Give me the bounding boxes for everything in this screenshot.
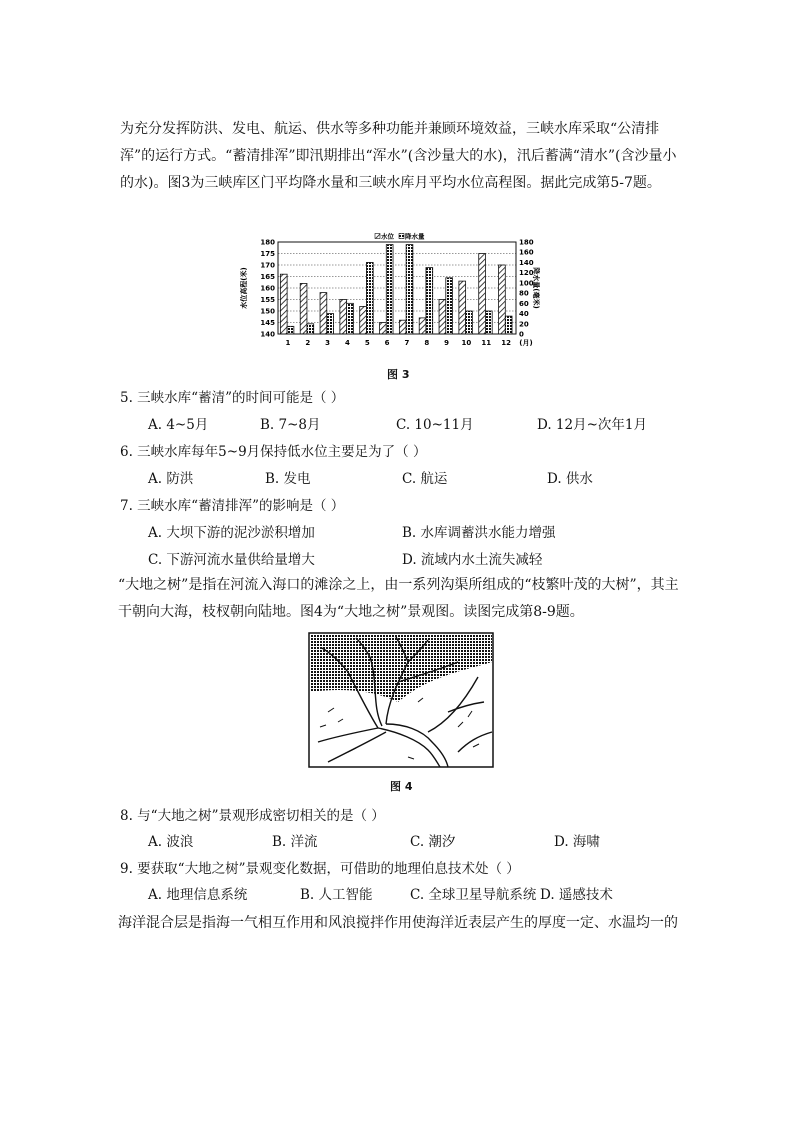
intro-paragraph-3: 海洋混合层是指海一气相互作用和风浪搅拌作用使海洋近表层产生的厚度一定、水温均一的 bbox=[118, 915, 678, 931]
water-level-bar bbox=[380, 323, 387, 335]
x-tick-label: 1 bbox=[285, 339, 291, 347]
q8-option-a[interactable]: A. 波浪 bbox=[148, 834, 194, 850]
right-tick-label: 20 bbox=[519, 320, 529, 329]
right-tick-label: 0 bbox=[519, 330, 524, 339]
q7-option-b[interactable]: B. 水库调蓄洪水能力增强 bbox=[402, 525, 556, 541]
q9-option-a[interactable]: A. 地理信息系统 bbox=[148, 887, 248, 903]
left-tick-label: 150 bbox=[260, 307, 275, 316]
question-8-stem: 8. 与“大地之树”景观形成密切相关的是（ ） bbox=[120, 808, 385, 824]
water-level-bar bbox=[280, 274, 287, 334]
q8-option-c[interactable]: C. 潮汐 bbox=[410, 834, 456, 850]
precipitation-bar bbox=[426, 268, 433, 334]
left-tick-label: 155 bbox=[260, 296, 275, 304]
question-5-options bbox=[148, 415, 688, 435]
q5-option-a[interactable]: A. 4~5月 bbox=[148, 417, 209, 433]
chart-legend bbox=[375, 232, 425, 241]
water-level-bar bbox=[419, 318, 426, 334]
figure-4-caption: 图 4 bbox=[390, 780, 413, 793]
x-tick-label: 6 bbox=[384, 339, 390, 347]
precipitation-bar bbox=[327, 314, 334, 334]
left-tick-label: 140 bbox=[260, 330, 275, 339]
question-6-options bbox=[148, 469, 688, 489]
precipitation-bar bbox=[366, 262, 373, 334]
x-tick-label: 8 bbox=[424, 339, 430, 347]
x-tick-label: 4 bbox=[344, 339, 350, 347]
question-7-options-row-1 bbox=[148, 523, 688, 543]
water-level-bar bbox=[360, 306, 367, 334]
figure-4-image bbox=[308, 632, 494, 768]
q5-option-b[interactable]: B. 7~8月 bbox=[260, 417, 321, 433]
precipitation-bar bbox=[307, 324, 314, 334]
q9-option-c[interactable]: C. 全球卫星导航系统 bbox=[410, 887, 537, 903]
x-tick-label: 10 bbox=[461, 339, 472, 347]
question-7-stem: 7. 三峡水库“蓄清排浑”的影响是（ ） bbox=[120, 498, 345, 514]
left-tick-label: 175 bbox=[260, 250, 275, 258]
intro-paragraph-2: “大地之树”是指在河流入海口的滩涂之上，由一系列沟渠所组成的“枝繁叶茂的大树”，其主干朝向大海，枝杈朝向陆地。图4为“大地之树”景观图。读图完成第8-9题。 bbox=[118, 577, 679, 620]
q6-option-d[interactable]: D. 供水 bbox=[547, 471, 593, 487]
x-tick-label: 5 bbox=[364, 339, 370, 347]
question-6-stem: 6. 三峡水库每年5~9月保持低水位主要足为了（ ） bbox=[120, 444, 427, 460]
precipitation-bar bbox=[386, 245, 393, 334]
precipitation-bar bbox=[505, 316, 512, 334]
question-5-stem: 5. 三峡水库“蓄清”的时间可能是（ ） bbox=[120, 390, 345, 406]
question-8-options bbox=[148, 832, 688, 852]
question-9-stem: 9. 要获取“大地之树”景观变化数据，可借助的地理伯息技术处（ ） bbox=[120, 861, 520, 877]
question-9-options bbox=[148, 885, 688, 905]
q7-option-a[interactable]: A. 大坝下游的泥沙淤积增加 bbox=[148, 525, 315, 541]
left-axis-label: 水位高程(米) bbox=[240, 267, 248, 309]
q5-option-c[interactable]: C. 10~11月 bbox=[396, 417, 474, 433]
q7-option-c[interactable]: C. 下游河流水量供给量增大 bbox=[148, 552, 315, 568]
right-tick-label: 180 bbox=[519, 238, 534, 247]
q8-option-d[interactable]: D. 海啸 bbox=[554, 834, 600, 850]
water-level-bar bbox=[399, 320, 406, 334]
water-level-bar bbox=[479, 254, 486, 335]
left-tick-label: 180 bbox=[260, 238, 275, 247]
water-level-bar bbox=[459, 281, 466, 334]
figure-3-chart bbox=[240, 232, 540, 350]
right-tick-label: 40 bbox=[519, 310, 529, 319]
left-tick-label: 170 bbox=[260, 261, 275, 270]
water-level-bar bbox=[300, 283, 307, 334]
q6-option-b[interactable]: B. 发电 bbox=[265, 471, 311, 487]
right-tick-label: 140 bbox=[519, 258, 534, 267]
intro-paragraph-1: 为充分发挥防洪、发电、航运、供水等多种功能并兼顾环境效益，三峡水库采取“公清排浑”的运行方式。“蓄清排浑”即汛期排出“浑水”(含沙量大的水)，汛后蓄满“清水”(含沙量小的水)。图3为三峡库区门平均降水量和三峡水库月平均水位高程图。据此完成第5-7题。 bbox=[120, 121, 677, 191]
right-tick-label: 160 bbox=[519, 248, 534, 257]
right-tick-label: 100 bbox=[519, 279, 534, 288]
right-tick-label: 80 bbox=[519, 289, 529, 298]
left-tick-label: 160 bbox=[260, 284, 275, 293]
q9-option-d[interactable]: D. 遥感技术 bbox=[540, 887, 613, 903]
water-level-bar bbox=[499, 265, 506, 334]
q9-option-b[interactable]: B. 人工智能 bbox=[300, 887, 373, 903]
precipitation-bar bbox=[347, 303, 354, 334]
legend-label-water-level: 水位 bbox=[381, 232, 394, 241]
q7-option-d[interactable]: D. 流域内水土流失减轻 bbox=[402, 552, 543, 568]
x-unit-label: (月) bbox=[519, 339, 533, 347]
water-level-bar bbox=[320, 293, 327, 334]
x-tick-label: 12 bbox=[501, 339, 511, 347]
precipitation-bar bbox=[466, 311, 473, 334]
precipitation-bar bbox=[406, 245, 413, 334]
left-tick-label: 145 bbox=[260, 319, 275, 327]
water-level-bar bbox=[439, 300, 446, 335]
precipitation-bar bbox=[446, 278, 453, 334]
x-tick-label: 9 bbox=[444, 339, 450, 347]
x-tick-label: 3 bbox=[325, 339, 331, 347]
water-level-bar bbox=[340, 300, 347, 335]
q8-option-b[interactable]: B. 洋流 bbox=[272, 834, 318, 850]
q6-option-a[interactable]: A. 防洪 bbox=[148, 471, 194, 487]
x-tick-label: 11 bbox=[481, 339, 492, 347]
precipitation-bar bbox=[485, 311, 492, 334]
x-tick-label: 7 bbox=[404, 339, 410, 347]
figure-3-caption: 图 3 bbox=[387, 368, 410, 381]
right-tick-label: 60 bbox=[519, 299, 529, 308]
legend-swatch-precipitation bbox=[399, 234, 404, 239]
legend-swatch-water-level bbox=[375, 234, 380, 239]
right-tick-label: 120 bbox=[519, 269, 534, 278]
legend-label-precipitation: 降水量 bbox=[405, 232, 425, 241]
precipitation-bar bbox=[287, 326, 294, 334]
question-7-options-row-2 bbox=[148, 550, 688, 570]
left-tick-label: 165 bbox=[260, 273, 275, 281]
x-tick-label: 2 bbox=[305, 339, 311, 347]
right-axis-label: 降水量(毫米) bbox=[532, 267, 540, 309]
q6-option-c[interactable]: C. 航运 bbox=[402, 471, 448, 487]
q5-option-d[interactable]: D. 12月~次年1月 bbox=[537, 417, 648, 433]
